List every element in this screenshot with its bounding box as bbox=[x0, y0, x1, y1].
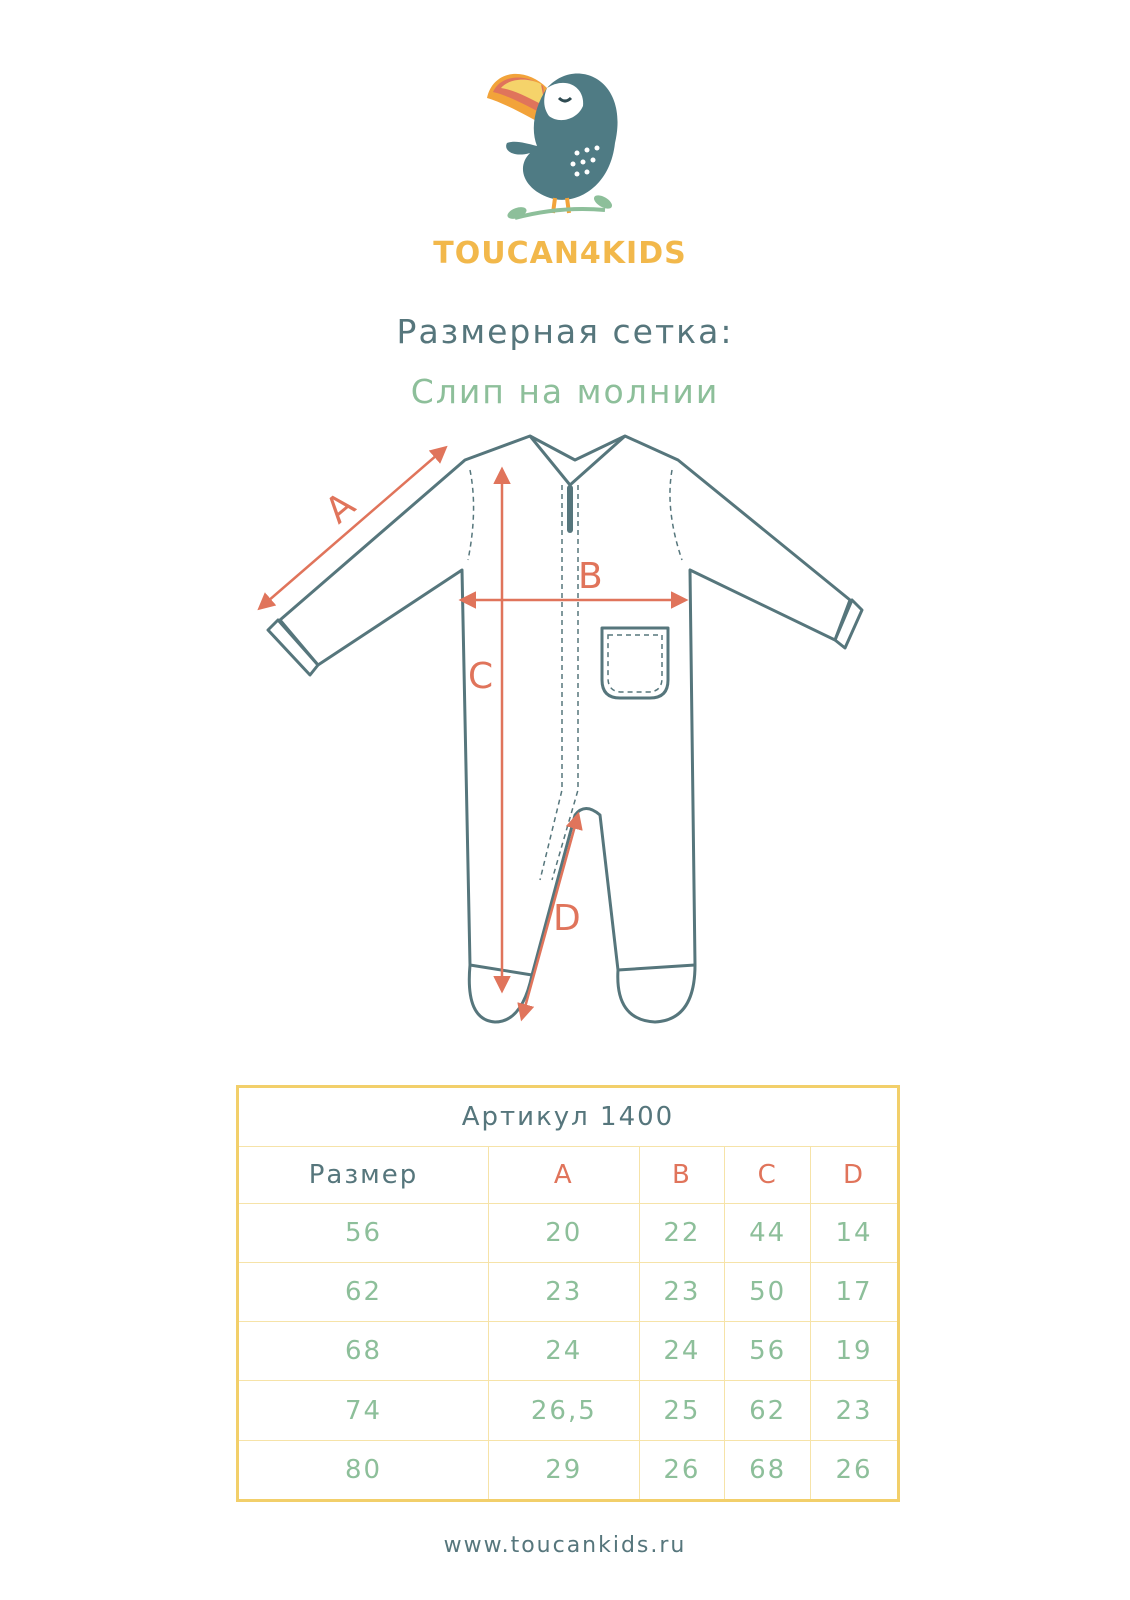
measure-d-label: D bbox=[553, 898, 581, 939]
pocket-stitch bbox=[608, 635, 662, 692]
table-caption: Артикул 1400 bbox=[238, 1087, 899, 1147]
table-cell: 62 bbox=[725, 1381, 811, 1440]
table-cell: 44 bbox=[725, 1203, 811, 1262]
table-cell: 26 bbox=[811, 1440, 899, 1500]
measure-a-arrow bbox=[260, 448, 445, 608]
measure-c-label: C bbox=[468, 656, 494, 697]
table-cell: 14 bbox=[811, 1203, 899, 1262]
table-cell: 26,5 bbox=[489, 1381, 640, 1440]
table-cell: 25 bbox=[639, 1381, 725, 1440]
table-cell: 56 bbox=[725, 1322, 811, 1381]
table-cell: 62 bbox=[238, 1262, 489, 1321]
column-header: A bbox=[489, 1147, 640, 1203]
table-row bbox=[238, 1381, 899, 1440]
toucan4kids-logo bbox=[433, 58, 687, 283]
column-header: D bbox=[811, 1147, 899, 1203]
website-link[interactable]: www.toucankids.ru bbox=[443, 1533, 687, 1558]
table-cell: 24 bbox=[639, 1322, 725, 1381]
measure-b-label: B bbox=[578, 556, 603, 597]
measure-a-label: A bbox=[317, 484, 364, 532]
foot-cuff-right bbox=[618, 965, 695, 970]
chest-pocket bbox=[602, 628, 668, 698]
logo-brand: TOUCAN4KIDS bbox=[433, 236, 687, 271]
branch bbox=[515, 209, 605, 218]
size-table bbox=[236, 1085, 900, 1502]
table-cell: 56 bbox=[238, 1203, 489, 1262]
table-cell: 68 bbox=[725, 1440, 811, 1500]
table-cell: 26 bbox=[639, 1440, 725, 1500]
table-row bbox=[238, 1440, 899, 1500]
page-subtitle: Слип на молнии bbox=[410, 372, 720, 411]
table-cell: 29 bbox=[489, 1440, 640, 1500]
table-cell: 20 bbox=[489, 1203, 640, 1262]
sleepsuit-diagram bbox=[240, 430, 900, 1070]
sleeve-cuff-right bbox=[835, 600, 862, 648]
table-cell: 22 bbox=[639, 1203, 725, 1262]
table-header-row bbox=[238, 1147, 899, 1203]
table-cell: 17 bbox=[811, 1262, 899, 1321]
table-cell: 23 bbox=[639, 1262, 725, 1321]
zipper-stitch bbox=[540, 485, 562, 880]
table-cell: 23 bbox=[811, 1381, 899, 1440]
table-cell: 24 bbox=[489, 1322, 640, 1381]
table-cell: 23 bbox=[489, 1262, 640, 1321]
table-row bbox=[238, 1262, 899, 1321]
table-row bbox=[238, 1322, 899, 1381]
page-title: Размерная сетка: bbox=[396, 312, 734, 351]
column-header: Размер bbox=[238, 1147, 489, 1203]
table-cell: 74 bbox=[238, 1381, 489, 1440]
table-cell: 80 bbox=[238, 1440, 489, 1500]
table-cell: 19 bbox=[811, 1322, 899, 1381]
seam-stitch bbox=[670, 470, 682, 560]
table-cell: 68 bbox=[238, 1322, 489, 1381]
sleeve-cuff-left bbox=[268, 620, 318, 675]
table-cell: 50 bbox=[725, 1262, 811, 1321]
table-row bbox=[238, 1203, 899, 1262]
column-header: C bbox=[725, 1147, 811, 1203]
seam-stitch bbox=[468, 470, 474, 560]
column-header: B bbox=[639, 1147, 725, 1203]
